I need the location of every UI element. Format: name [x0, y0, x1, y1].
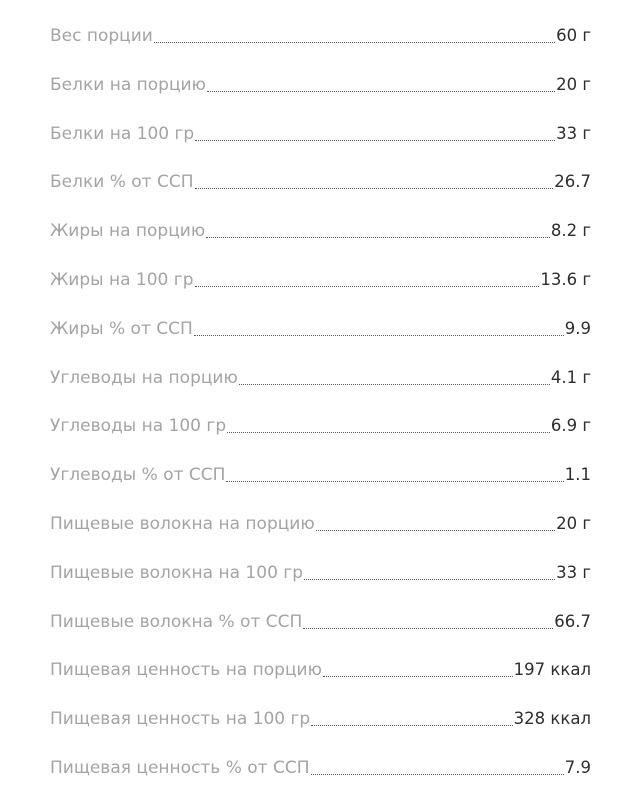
dotted-leader	[195, 268, 540, 287]
dotted-leader	[154, 24, 555, 43]
dotted-leader	[239, 366, 550, 385]
dotted-leader	[323, 658, 513, 677]
nutrition-row-fiber-percent	[50, 610, 591, 659]
nutrition-row-energy-per-serving	[50, 658, 591, 707]
row-label: Пищевые волокна на 100 гр	[50, 562, 304, 583]
nutrition-row-energy-percent	[50, 756, 591, 805]
row-value: 9.9	[564, 318, 591, 338]
dotted-leader	[195, 170, 554, 189]
row-label: Белки на порцию	[50, 74, 206, 95]
row-value: 1.1	[564, 465, 591, 485]
row-value: 4.1 г	[550, 367, 591, 387]
dotted-leader	[195, 122, 555, 141]
row-label: Жиры % от ССП	[50, 318, 193, 339]
row-label: Белки % от ССП	[50, 172, 194, 193]
row-label: Углеводы на 100 гр	[50, 416, 227, 437]
dotted-leader	[207, 73, 555, 92]
nutrition-row-carbs-percent	[50, 463, 591, 512]
nutrition-row-fiber-per-100g	[50, 561, 591, 610]
row-label: Пищевая ценность на порцию	[50, 660, 322, 681]
nutrition-row-carbs-per-100g	[50, 414, 591, 463]
nutrition-row-protein-percent	[50, 170, 591, 219]
row-value: 26.7	[554, 172, 591, 192]
dotted-leader	[194, 317, 564, 336]
row-value: 20 г	[556, 74, 591, 94]
dotted-leader	[206, 219, 550, 238]
dotted-leader	[303, 610, 553, 629]
dotted-leader	[316, 512, 555, 531]
dotted-leader	[304, 561, 555, 580]
row-label: Пищевая ценность на 100 гр	[50, 709, 311, 730]
nutrition-row-carbs-per-serving	[50, 366, 591, 415]
nutrition-facts-list	[50, 24, 591, 805]
row-label: Углеводы на порцию	[50, 367, 238, 388]
row-value: 8.2 г	[550, 221, 591, 241]
row-value: 7.9	[564, 757, 591, 777]
nutrition-row-protein-per-100g	[50, 122, 591, 171]
nutrition-row-fiber-per-serving	[50, 512, 591, 561]
row-label: Пищевые волокна % от ССП	[50, 611, 303, 632]
nutrition-row-protein-per-serving	[50, 73, 591, 122]
row-value: 33 г	[556, 123, 591, 143]
row-value: 328 ккал	[513, 709, 591, 729]
row-label: Пищевая ценность % от ССП	[50, 757, 310, 778]
nutrition-row-energy-per-100g	[50, 707, 591, 756]
row-label: Вес порции	[50, 26, 153, 46]
row-label: Пищевые волокна на порцию	[50, 513, 315, 534]
row-value: 6.9 г	[550, 416, 591, 436]
row-value: 20 г	[556, 513, 591, 533]
row-value: 197 ккал	[513, 660, 591, 680]
row-label: Жиры на порцию	[50, 221, 206, 242]
row-value: 13.6 г	[540, 269, 591, 289]
row-value: 33 г	[556, 562, 591, 582]
nutrition-row-fat-percent	[50, 317, 591, 366]
nutrition-row-fat-per-100g	[50, 268, 591, 317]
nutrition-row-serving-weight	[50, 24, 591, 73]
row-label: Белки на 100 гр	[50, 123, 195, 144]
row-value: 60 г	[556, 26, 591, 45]
dotted-leader	[227, 414, 550, 433]
nutrition-row-fat-per-serving	[50, 219, 591, 268]
row-label: Жиры на 100 гр	[50, 269, 194, 290]
row-value: 66.7	[554, 611, 591, 631]
dotted-leader	[311, 707, 512, 726]
row-label: Углеводы % от ССП	[50, 465, 226, 486]
dotted-leader	[311, 756, 564, 775]
dotted-leader	[226, 463, 563, 482]
